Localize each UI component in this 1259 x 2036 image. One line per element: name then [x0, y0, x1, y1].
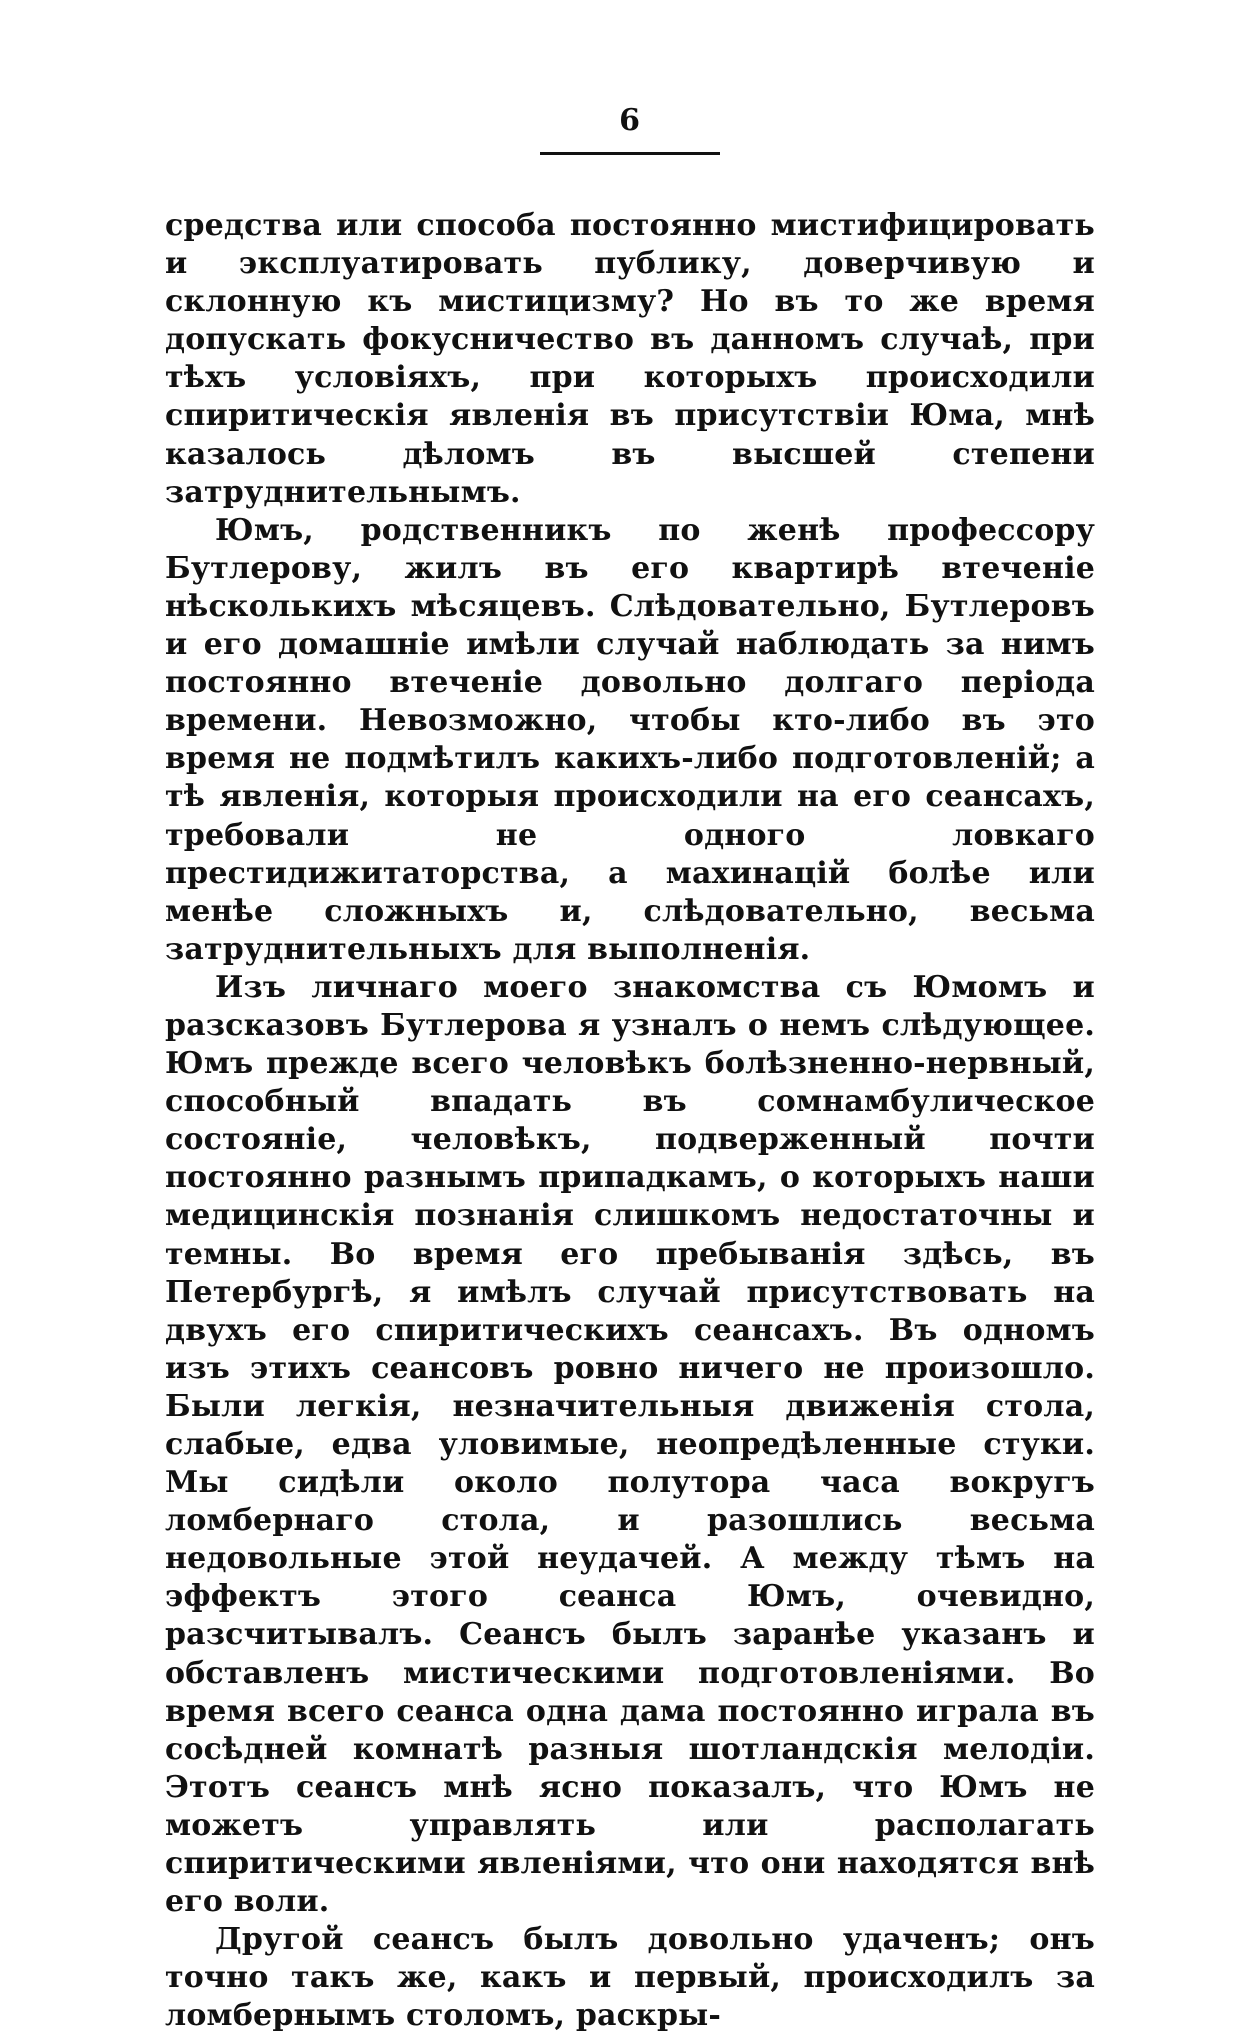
paragraph-2: Юмъ, родственникъ по женѣ профессору Бутлерову, жилъ въ его квартирѣ втеченіе нѣсколькихъ мѣсяцевъ. Слѣдовательно, Бутлеровъ и его домашніе имѣли случай наблюдать за нимъ постоянно втеченіе довольно долгаго періода времени. Невозможно, чтобы кто-либо въ это время не подмѣтилъ какихъ-либо подготовленій; а тѣ явленія, которыя происходили на его сеансахъ, требовали не одного ловкаго престидижитаторства, а махинацій болѣе или менѣе сложныхъ и, слѣдовательно, весьма затруднительныхъ для выполненія.: [165, 512, 1095, 967]
header-rule: [540, 152, 720, 155]
page-number: 6: [619, 103, 640, 138]
paragraph-4: Другой сеансъ былъ довольно удаченъ; онъ точно такъ же, какъ и первый, происходилъ за ломбернымъ столомъ, раскры-: [165, 1922, 1095, 2034]
paragraph-1: средства или способа постоянно мистифицировать и эксплуатировать публику, доверчивую и склонную къ мистицизму? Но въ то же время допускать фокусничество въ данномъ случаѣ, при тѣхъ условіяхъ, при которыхъ происходили спиритическія явленія въ присутствіи Юма, мнѣ казалось дѣломъ въ высшей степени затруднительнымъ.: [165, 208, 1095, 510]
paragraph-3: Изъ личнаго моего знакомства съ Юмомъ и разсказовъ Бутлерова я узналъ о немъ слѣдующее. Юмъ прежде всего человѣкъ болѣзненно-нервный, способный впадать въ сомнамбулическое состояніе, человѣкъ, подверженный почти постоянно разнымъ припадкамъ, о которыхъ наши медицинскія познанія слишкомъ недостаточны и темны. Во время его пребыванія здѣсь, въ Петербургѣ, я имѣлъ случай присутствовать на двухъ его спиритическихъ сеансахъ. Въ одномъ изъ этихъ сеансовъ ровно ничего не произошло. Были легкія, незначительныя движенія стола, слабые, едва уловимые, неопредѣленные стуки. Мы сидѣли около полутора часа вокругъ ломбернаго стола, и разошлись весьма недовольные этой неудачей. А между тѣмъ на эффектъ этого сеанса Юмъ, очевидно, разсчитывалъ. Сеансъ былъ заранѣе указанъ и обставленъ мистическими подготовленіями. Во время всего сеанса одна дама постоянно играла въ сосѣдней комнатѣ разныя шотландскія мелодіи. Этотъ сеансъ мнѣ ясно показалъ, что Юмъ не можетъ управлять или располагать спиритическими явленіями, что они находятся внѣ его воли.: [165, 969, 1095, 1920]
body-text: [165, 207, 1095, 2036]
